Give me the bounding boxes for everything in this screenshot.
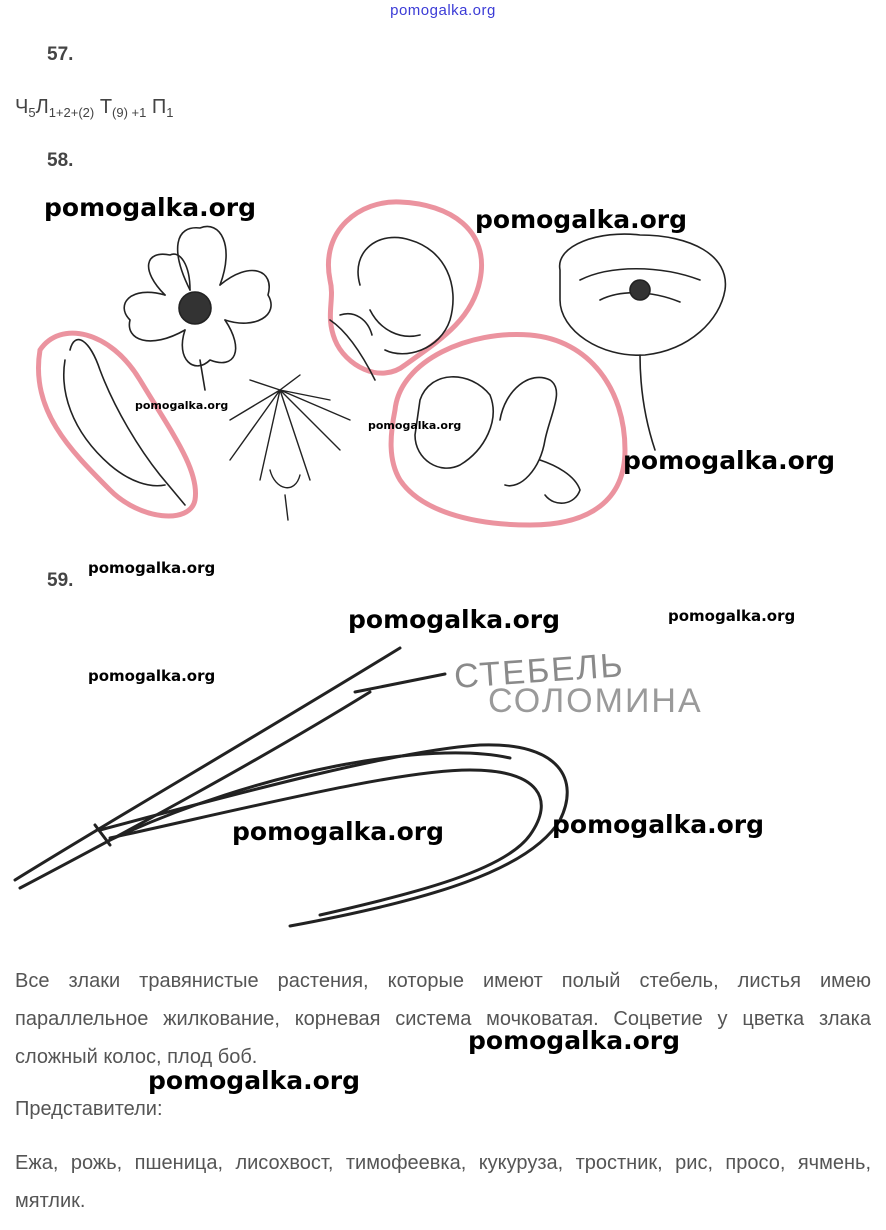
formula-calyx-count: 5 (28, 105, 36, 120)
highlight-outline-pea (328, 202, 481, 373)
watermark-text: pomogalka.org (44, 193, 257, 222)
paragraph-description: Все злаки травянистые растения, которые имеют полый стебель, листья имею параллельное жилкование, корневая система мочковатая. Соцветие у цветка злака сложный колос, плод боб. (15, 970, 871, 1068)
drawing-label-straw: СОЛОМИНА (488, 682, 703, 720)
drawing-label-stem: СТЕБЕЛЬ (452, 646, 626, 696)
flowers-illustration (0, 190, 886, 550)
paragraph-representatives-heading: Представители: (15, 1098, 163, 1120)
cornflower (230, 375, 350, 520)
watermark-text: pomogalka.org (368, 419, 462, 432)
formula-stamens: Т (99, 96, 113, 118)
formula-pistil-count: 1 (166, 105, 174, 120)
watermark-text: pomogalka.org (135, 399, 229, 412)
question-58-number: 58. (47, 150, 74, 171)
watermark-text: pomogalka.org (88, 667, 216, 685)
watermark-text: pomogalka.org (552, 810, 765, 839)
watermark-text: pomogalka.org (348, 605, 561, 634)
rose-flower (124, 227, 271, 390)
watermark-text: pomogalka.org (148, 1066, 361, 1095)
site-header-link[interactable]: pomogalka.org (390, 2, 496, 19)
watermark-text: pomogalka.org (668, 607, 796, 625)
watermark-text: pomogalka.org (475, 205, 688, 234)
bean-flower (415, 377, 580, 503)
formula-corolla: Л (35, 96, 49, 118)
formula-calyx: Ч (15, 96, 29, 118)
formula-corolla-count: 1+2+(2) (48, 105, 95, 120)
watermark-text: pomogalka.org (468, 1026, 681, 1055)
watermark-text: pomogalka.org (232, 817, 445, 846)
formula-stamens-count: (9) +1 (112, 105, 147, 120)
flower-formula (15, 96, 174, 120)
watermark-text: pomogalka.org (623, 446, 836, 475)
question-59-number: 59. (47, 570, 74, 591)
formula-pistil: П (151, 96, 167, 118)
question-57-number: 57. (47, 44, 74, 65)
poppy-flower (560, 234, 726, 450)
watermark-text: pomogalka.org (88, 559, 216, 577)
paragraph-representatives-list: Ежа, рожь, пшеница, лисохвост, тимофеевка, кукуруза, тростник, рис, просо, ячмень, мятлик. (15, 1152, 871, 1212)
